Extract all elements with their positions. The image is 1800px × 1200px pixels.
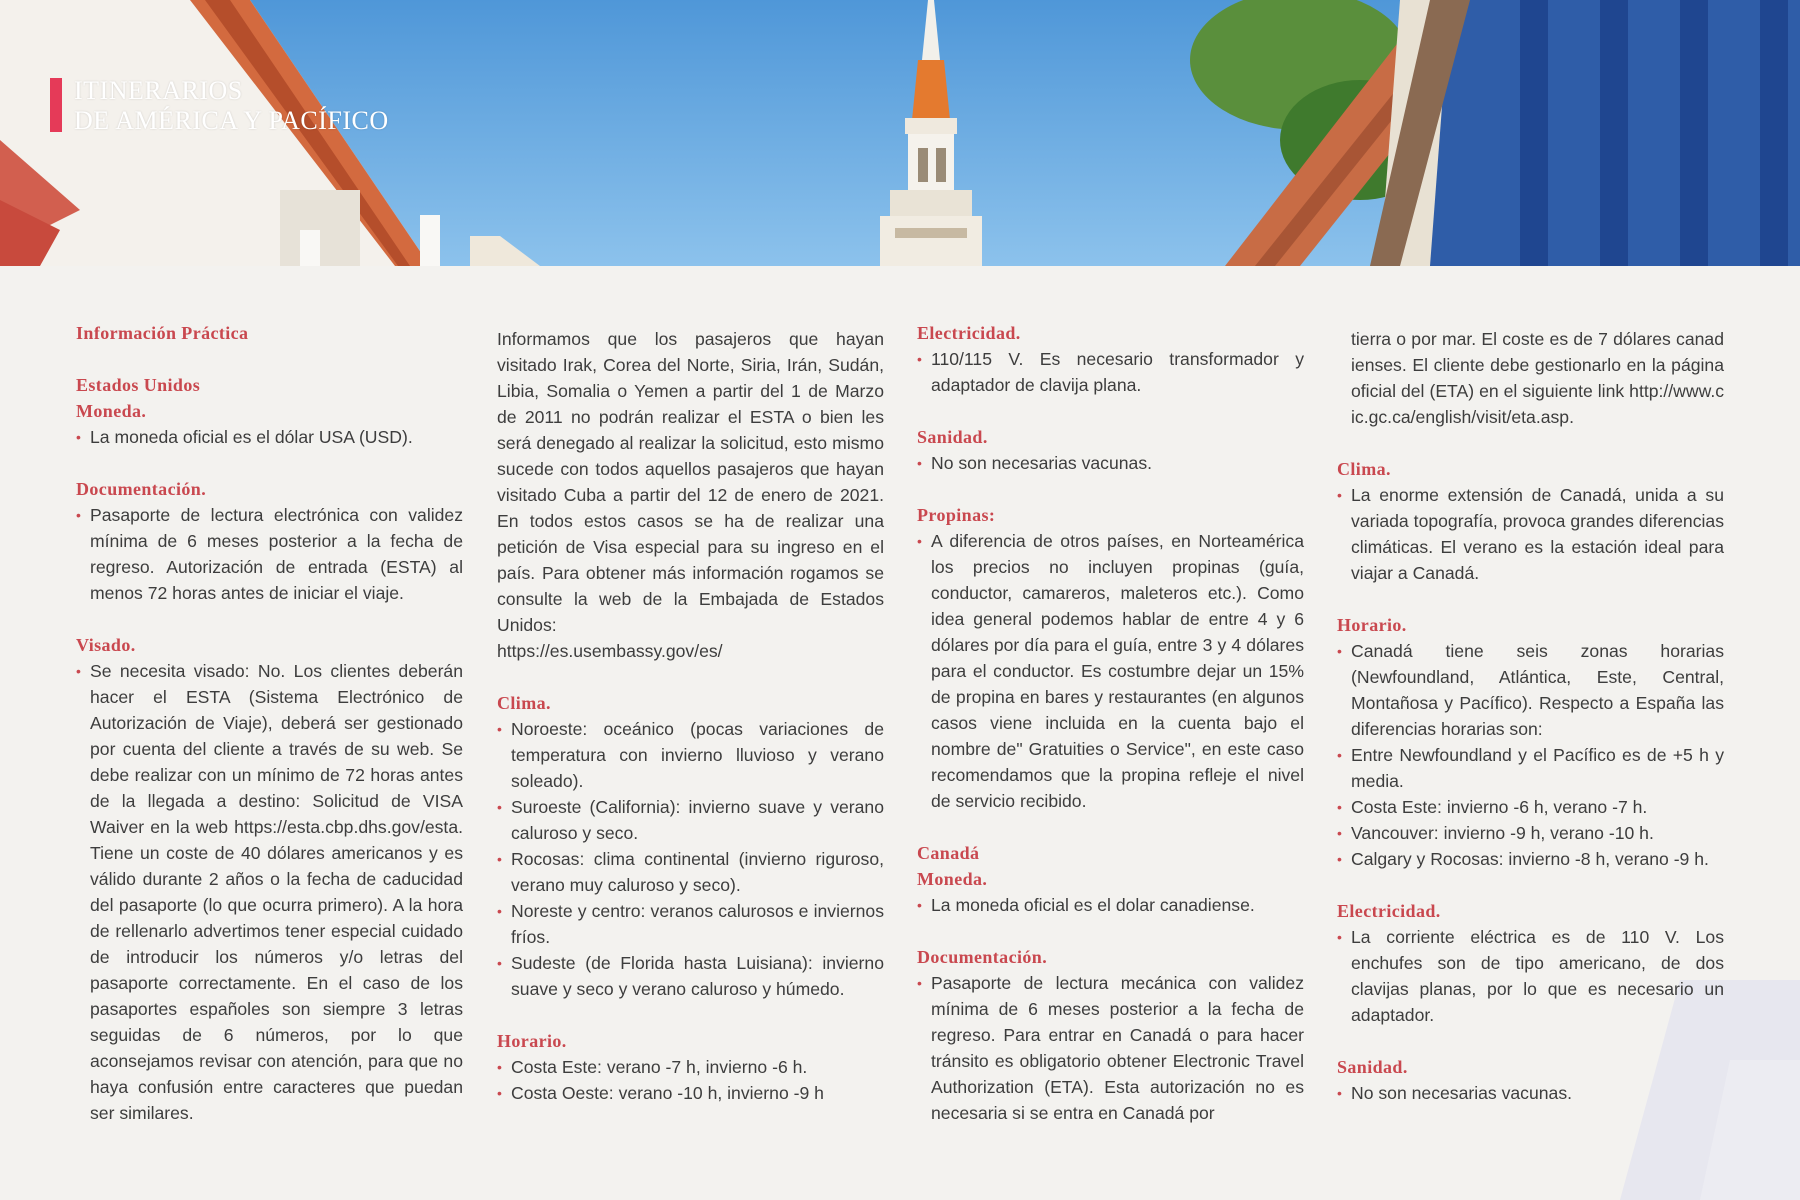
list-item: • Pasaporte de lectura mecánica con validez mínima de 6 meses posterior a la fecha de regreso. Para entrar en Canadá o para hacer tránsito es obligatorio obtener Electronic Travel Authorization (ETA). Esta autorización no es necesaria si se entra en Canadá por <box>917 970 1304 1126</box>
list-item: • Se necesita visado: No. Los clientes deberán hacer el ESTA (Sistema Electrónico de Autorización de Viaje), deberá ser gestionado por cuenta del cliente a través de su web. Se debe realizar con un mínimo de 72 horas antes de la llegada a destino: Solicitud de VISA Waiver en la web https://esta.cbp.dhs.gov/esta. Tiene un coste de 40 dólares americanos y es válido durante 2 años o la fecha de caducidad del pasaporte (lo que ocurra primero). A la hora de rellenarlo advertimos tener especial cuidado de introducir los números y/o letras del pasaporte correctamente. En el caso de los pasaportes españoles son siempre 3 letras seguidas de 6 números, por lo que aconsejamos revisar con atención, para que no haya confusión entre caracteres que puedan ser similares. <box>76 658 463 1126</box>
column-1 <box>76 320 463 1126</box>
moneda-heading: Moneda. <box>76 401 147 421</box>
list-item: • No son necesarias vacunas. <box>917 450 1304 476</box>
list-item: • Noreste y centro: veranos calurosos e inviernos fríos. <box>497 898 884 950</box>
column-4 <box>1337 326 1724 1106</box>
list-item: • La corriente eléctrica es de 110 V. Los enchufes son de tipo americano, de dos clavijas planas, por lo que es necesario un adaptador. <box>1337 924 1724 1028</box>
title-line-1: ITINERARIOS <box>74 76 243 105</box>
documentacion-heading: Documentación. <box>917 947 1048 967</box>
list-item: • Rocosas: clima continental (invierno riguroso, verano muy caluroso y seco). <box>497 846 884 898</box>
visado-heading: Visado. <box>76 635 136 655</box>
propinas-heading: Propinas: <box>917 505 996 525</box>
horario-heading: Horario. <box>1337 615 1407 635</box>
clima-heading: Clima. <box>497 693 551 713</box>
column-2 <box>497 326 884 1106</box>
list-item: • Costa Este: verano -7 h, invierno -6 h. <box>497 1054 884 1080</box>
documentacion-continued: tierra o por mar. El coste es de 7 dólares canadienses. El cliente debe gestionarlo en la página oficial del (ETA) en el siguiente link http://www.cic.gc.ca/english/visit/eta.asp. <box>1351 329 1724 427</box>
list-item: • Costa Este: invierno -6 h, verano -7 h. <box>1337 794 1724 820</box>
title-accent-bar <box>50 78 62 132</box>
list-item: • Pasaporte de lectura electrónica con validez mínima de 6 meses posterior a la fecha de regreso. Autorización de entrada (ESTA) al menos 72 horas antes de iniciar el viaje. <box>76 502 463 606</box>
column-3 <box>917 320 1304 1126</box>
list-item: • Noroeste: oceánico (pocas variaciones de temperatura con invierno lluvioso y verano soleado). <box>497 716 884 794</box>
list-item: • Entre Newfoundland y el Pacífico es de +5 h y media. <box>1337 742 1724 794</box>
clima-heading: Clima. <box>1337 459 1391 479</box>
list-item: • La moneda oficial es el dolar canadiense. <box>917 892 1304 918</box>
esta-notice: Informamos que los pasajeros que hayan visitado Irak, Corea del Norte, Siria, Irán, Sudán, Libia, Somalia o Yemen a partir del 1 de Marzo de 2011 no podrán realizar el ESTA o bien les será denegado al realizar la solicitud, esto mismo sucede con todos aquellos pasajeros que hayan visitado Cuba a partir del 12 de enero de 2021. En todos estos casos se ha de realizar una petición de Visa especial para su ingreso en el país. Para obtener más información rogamos se consulte la web de la Embajada de Estados Unidos: <box>497 329 884 635</box>
sanidad-heading: Sanidad. <box>917 427 988 447</box>
list-item: • Sudeste (de Florida hasta Luisiana): invierno suave y seco y verano caluroso y húmedo. <box>497 950 884 1002</box>
electricidad-heading: Electricidad. <box>917 323 1021 343</box>
list-item: • Suroeste (California): invierno suave y verano caluroso y seco. <box>497 794 884 846</box>
list-item: • No son necesarias vacunas. <box>1337 1080 1724 1106</box>
country-heading-canada: Canadá <box>917 843 980 863</box>
header-banner <box>0 0 1800 266</box>
list-item: • A diferencia de otros países, en Norteamérica los precios no incluyen propinas (guía, conductor, camareros, maleteros etc.). Como idea general podemos hablar de entre 4 y 6 dólares por día para el guía, entre 3 y 4 dólares para el conductor. Es costumbre dejar un 15% de propina en bares y restaurantes (en algunos casos viene incluida en la cuenta bajo el nombre de" Gratuities o Service", en este caso recomendamos que la propina refleje el nivel de servicio recibido. <box>917 528 1304 814</box>
title-line-2: DE AMÉRICA Y PACÍFICO <box>74 106 389 135</box>
list-item: • 110/115 V. Es necesario transformador y adaptador de clavija plana. <box>917 346 1304 398</box>
moneda-heading: Moneda. <box>917 869 988 889</box>
list-item: • Vancouver: invierno -9 h, verano -10 h. <box>1337 820 1724 846</box>
country-heading-usa: Estados Unidos <box>76 375 201 395</box>
documentacion-heading: Documentación. <box>76 479 207 499</box>
list-item: • Canadá tiene seis zonas horarias (Newfoundland, Atlántica, Este, Central, Montañosa y Pacífico). Respecto a España las diferencias horarias son: <box>1337 638 1724 742</box>
info-heading: Información Práctica <box>76 323 249 343</box>
electricidad-heading: Electricidad. <box>1337 901 1441 921</box>
list-item: • Calgary y Rocosas: invierno -8 h, verano -9 h. <box>1337 846 1724 872</box>
sanidad-heading: Sanidad. <box>1337 1057 1408 1077</box>
horario-heading: Horario. <box>497 1031 567 1051</box>
section-title <box>50 76 389 136</box>
list-item: • Costa Oeste: verano -10 h, invierno -9 h <box>497 1080 884 1106</box>
list-item: • La enorme extensión de Canadá, unida a su variada topografía, provoca grandes diferencias climáticas. El verano es la estación ideal para viajar a Canadá. <box>1337 482 1724 586</box>
embassy-link[interactable]: https://es.usembassy.gov/es/ <box>497 641 723 661</box>
list-item: • La moneda oficial es el dólar USA (USD). <box>76 424 463 450</box>
